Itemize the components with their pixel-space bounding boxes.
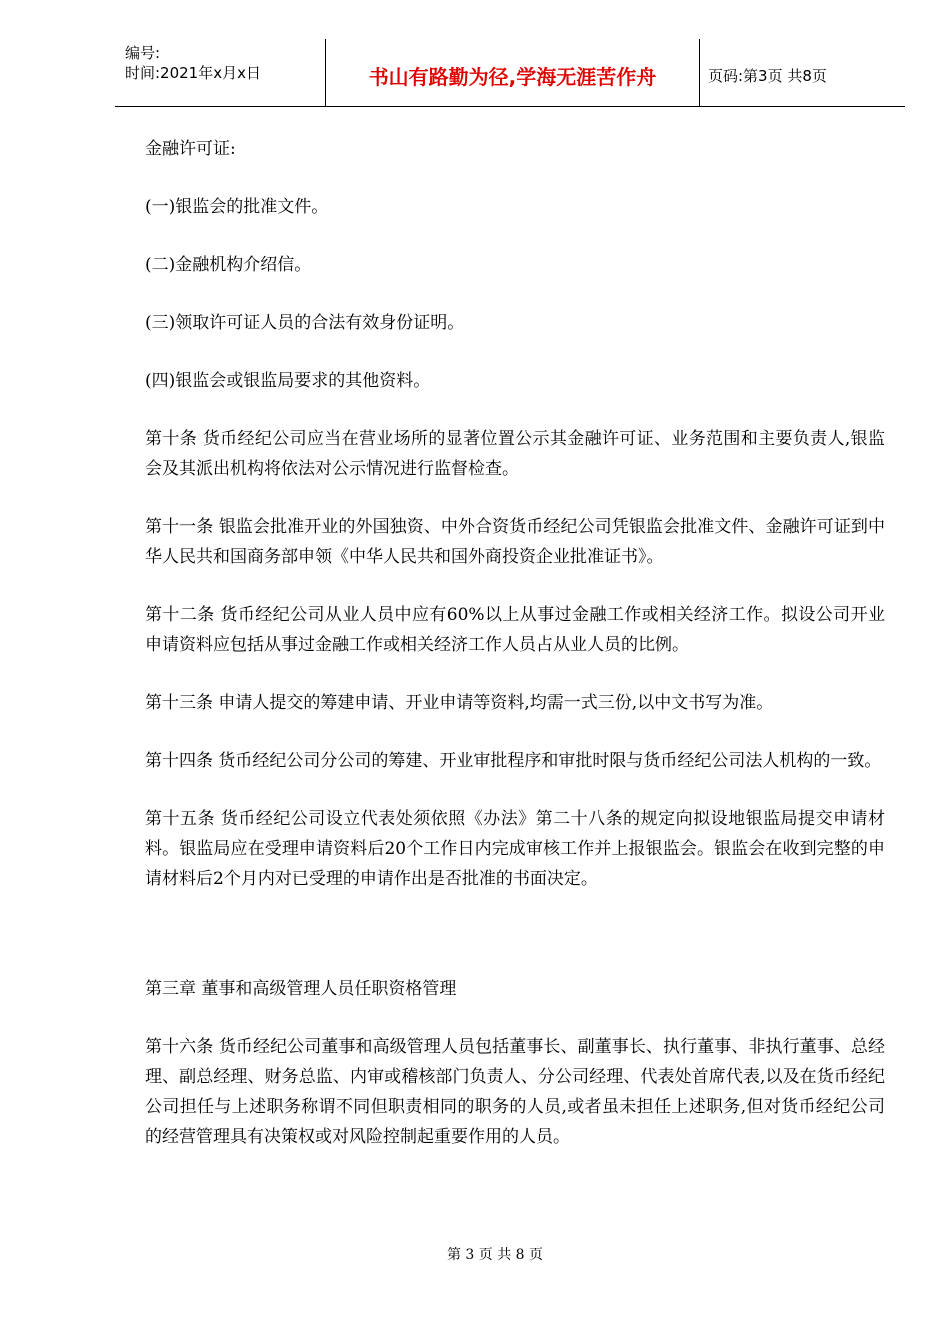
article-16: 第十六条 货币经纪公司董事和高级管理人员包括董事长、副董事长、执行董事、非执行董事、总经理、副总经理、财务总监、内审或稽核部门负责人、分公司经理、代表处首席代表,以及在货币经纪公司担任与上述职务称谓不同但职责相同的职务的人员,或者虽未担任上述职务,但对货币经纪公司的经营管理具有决策权或对风险控制起重要作用的人员。	[145, 1037, 885, 1147]
paragraph: (二)金融机构介绍信。	[145, 255, 312, 275]
header-info-cell	[115, 39, 326, 107]
header-page-label: 页码:第3页 共8页	[700, 39, 906, 107]
document-number-label: 编号:	[125, 44, 161, 62]
paragraph: (一)银监会的批准文件。	[145, 197, 329, 217]
article-14: 第十四条 货币经纪公司分公司的筹建、开业审批程序和审批时限与货币经纪公司法人机构的一致。	[145, 751, 882, 771]
page-footer: 第 3 页 共 8 页	[446, 1247, 544, 1263]
spacer	[145, 922, 885, 974]
article-15: 第十五条 货币经纪公司设立代表处须依照《办法》第二十八条的规定向拟设地银监局提交申请材料。银监局应在受理申请资料后20个工作日内完成审核工作并上报银监会。银监会在收到完整的申请材料后2个月内对已受理的申请作出是否批准的书面决定。	[145, 809, 885, 889]
document-body	[145, 134, 885, 1180]
paragraph: (四)银监会或银监局要求的其他资料。	[145, 371, 431, 391]
article-12: 第十二条 货币经纪公司从业人员中应有60%以上从事过金融工作或相关经济工作。拟设公司开业申请资料应包括从事过金融工作或相关经济工作人员占从业人员的比例。	[145, 605, 885, 655]
document-time-label: 时间:2021年x月x日	[125, 64, 261, 82]
article-10: 第十条 货币经纪公司应当在营业场所的显著位置公示其金融许可证、业务范围和主要负责人,银监会及其派出机构将依法对公示情况进行监督检查。	[145, 429, 885, 479]
header-motto: 书山有路勤为径,学海无涯苦作舟	[326, 39, 700, 107]
article-13: 第十三条 申请人提交的筹建申请、开业申请等资料,均需一式三份,以中文书写为准。	[145, 693, 774, 713]
article-11: 第十一条 银监会批准开业的外国独资、中外合资货币经纪公司凭银监会批准文件、金融许可证到中华人民共和国商务部申领《中华人民共和国外商投资企业批准证书》。	[145, 517, 885, 567]
paragraph: (三)领取许可证人员的合法有效身份证明。	[145, 313, 465, 333]
chapter-title: 第三章 董事和高级管理人员任职资格管理	[145, 979, 457, 999]
paragraph: 金融许可证:	[145, 139, 236, 159]
document-header	[115, 39, 905, 107]
